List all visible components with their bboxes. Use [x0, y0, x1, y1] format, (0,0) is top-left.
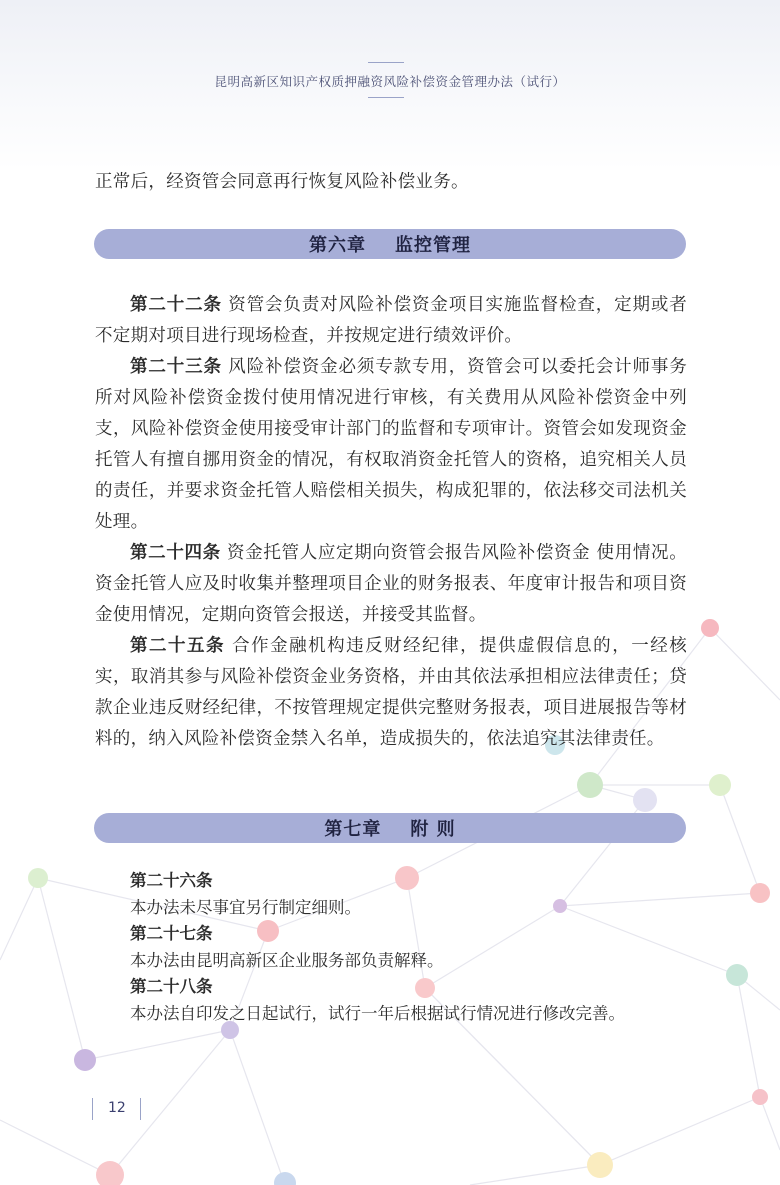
- article-24: [95, 538, 687, 631]
- article-22: [95, 290, 687, 352]
- chapter-6-heading: [94, 229, 686, 259]
- chapter-6-body: [95, 290, 687, 755]
- page-number-right-rule: [140, 1098, 141, 1120]
- article-text: 资金托管人应定期向资管会报告风险补偿资金 使用情况。资金托管人应及时收集并整理项目企业的财务报表、年度审计报告和项目资金使用情况，定期向资管会报送，并接受其监督。: [95, 543, 687, 625]
- article-28-text: 本办法自印发之日起试行，试行一年后根据试行情况进行修改完善。: [130, 1003, 625, 1023]
- continuation-text: 正常后，经资管会同意再行恢复风险补偿业务。: [95, 172, 469, 192]
- article-number: 第二十四条: [130, 543, 221, 563]
- article-number: 第二十二条: [130, 295, 222, 315]
- article-number: 第二十三条: [130, 357, 222, 377]
- article-number: 第二十五条: [130, 636, 226, 656]
- chapter-6-title: 第六章 监控管理: [308, 235, 472, 256]
- article-26-number: 第二十六条: [130, 871, 213, 890]
- article-26-text: 本办法未尽事宜另行制定细则。: [130, 897, 361, 917]
- article-25: [95, 631, 687, 755]
- article-27-number: 第二十七条: [130, 924, 213, 943]
- header-top-rule: [368, 62, 404, 63]
- page-number: 12: [108, 1100, 126, 1116]
- article-28-number: 第二十八条: [130, 977, 213, 996]
- continuation-paragraph: [95, 167, 687, 198]
- header-bottom-rule: [368, 97, 404, 98]
- page-number-left-rule: [92, 1098, 93, 1120]
- article-27-text: 本办法由昆明高新区企业服务部负责解释。: [130, 950, 444, 970]
- chapter-7-title: 第七章 附 则: [324, 819, 456, 840]
- running-header-title: 昆明高新区知识产权质押融资风险补偿资金管理办法（试行）: [214, 74, 566, 89]
- chapter-7-body: [130, 868, 690, 1027]
- article-text: 风险补偿资金必须专款专用，资管会可以委托会计师事务所对风险补偿资金拨付使用情况进行审核，有关费用从风险补偿资金中列支，风险补偿资金使用接受审计部门的监督和专项审计。资管会如发现资金托管人有擅自挪用资金的情况，有权取消资金托管人的资格，追究相关人员的责任，并要求资金托管人赔偿相关损失，构成犯罪的，依法移交司法机关处理。: [95, 357, 687, 532]
- article-text: 合作金融机构违反财经纪律，提供虚假信息的，一经核实，取消其参与风险补偿资金业务资格，并由其依法承担相应法律责任；贷款企业违反财经纪律，不按管理规定提供完整财务报表，项目进展报告等材料的，纳入风险补偿资金禁入名单，造成损失的，依法追究其法律责任。: [95, 636, 688, 749]
- article-23: [95, 352, 687, 538]
- chapter-7-heading: [94, 813, 686, 843]
- article-text: 资管会负责对风险补偿资金项目实施监督检查，定期或者不定期对项目进行现场检查，并按规定进行绩效评价。: [95, 295, 687, 346]
